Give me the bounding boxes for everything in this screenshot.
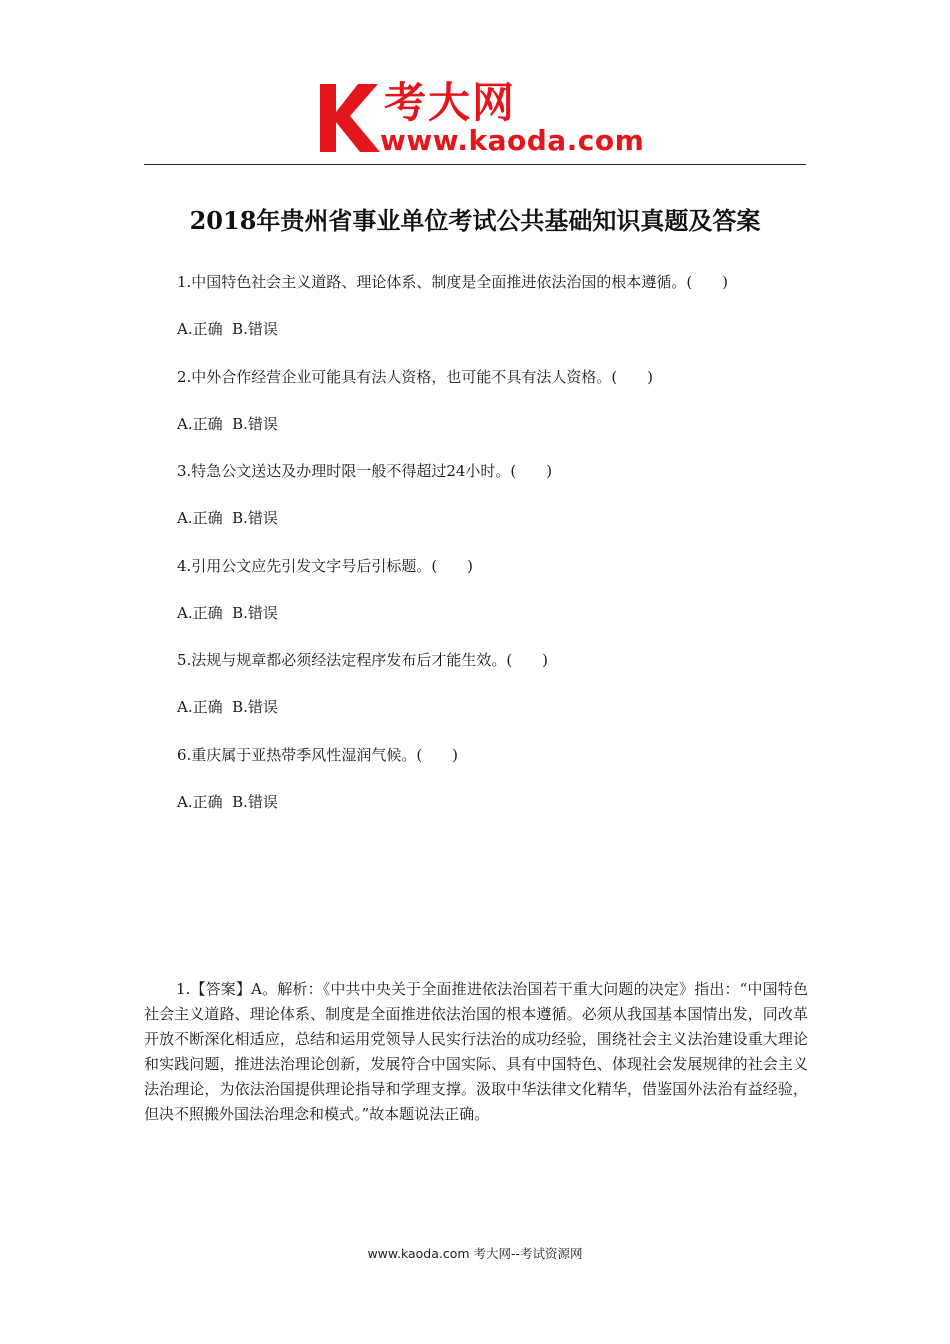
logo-brand-cn: 考大网 xyxy=(384,78,517,127)
header-divider xyxy=(144,164,806,165)
question-item xyxy=(177,739,817,834)
logo-brand-url: www.kaoda.com xyxy=(380,124,645,157)
question-item xyxy=(177,550,817,645)
question-options: A.正确 B.错误 xyxy=(177,509,278,527)
question-text: 5.法规与规章都必须经法定程序发布后才能生效。( ) xyxy=(177,651,549,669)
question-options: A.正确 B.错误 xyxy=(177,320,278,338)
question-text: 1.中国特色社会主义道路、理论体系、制度是全面推进依法治国的根本遵循。( ) xyxy=(177,273,729,291)
question-options: A.正确 B.错误 xyxy=(177,698,278,716)
question-list xyxy=(177,266,817,833)
question-item xyxy=(177,266,817,361)
question-item xyxy=(177,361,817,456)
question-item xyxy=(177,644,817,739)
question-text: 4.引用公文应先引发文字号后引标题。( ) xyxy=(177,556,474,575)
kaoda-logo xyxy=(318,78,645,160)
question-item xyxy=(177,455,817,550)
question-options: A.正确 B.错误 xyxy=(177,792,278,811)
question-options: A.正确 B.错误 xyxy=(177,414,278,433)
question-text: 2.中外合作经营企业可能具有法人资格，也可能不具有法人资格。( ) xyxy=(177,367,654,386)
document-title: 2018年贵州省事业单位考试公共基础知识真题及答案 xyxy=(189,206,761,235)
k-logo-icon xyxy=(318,82,382,154)
page-footer: www.kaoda.com 考大网--考试资源网 xyxy=(367,1246,583,1261)
question-text: 6.重庆属于亚热带季风性湿润气候。( ) xyxy=(177,745,459,764)
answer-explanation: 1.【答案】A。解析：《中共中央关于全面推进依法治国若干重大问题的决定》指出：“中国特色社会主义道路、理论体系、制度是全面推进依法治国的根本遵循。必须从我国基本国情出发，同改革开放不断深化相适应，总结和运用党领导人民实行法治的成功经验，围绕社会主义法治建设重大理论和实践问题，推进法治理论创新，发展符合中国实际、具有中国特色、体现社会发展规律的社会主义法治理论，为依法治国提供理论指导和学理支撑。汲取中华法律文化精华，借鉴国外法治有益经验，但决不照搬外国法治理念和模式。”故本题说法正确。 xyxy=(144,980,808,1123)
question-text: 3.特急公文送达及办理时限一般不得超过24小时。( ) xyxy=(177,462,553,480)
question-options: A.正确 B.错误 xyxy=(177,603,278,622)
